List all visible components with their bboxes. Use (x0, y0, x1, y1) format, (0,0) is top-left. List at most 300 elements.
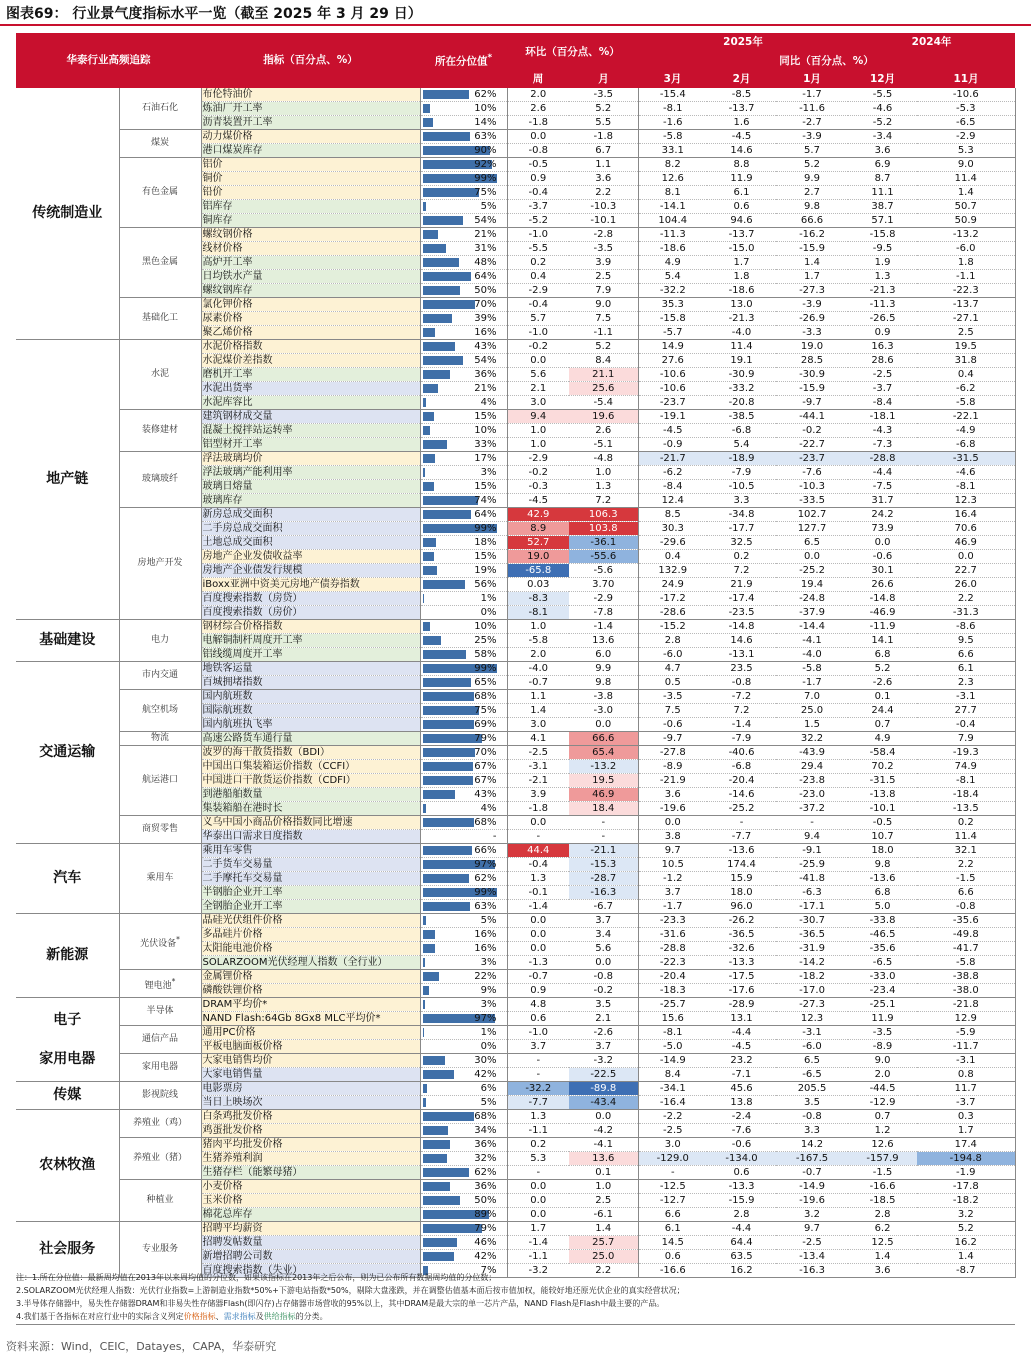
value-d12: 4.9 (848, 732, 917, 746)
value-d11: -13.5 (917, 802, 1015, 816)
value-m: 7.9 (569, 284, 638, 298)
value-c1: -30.7 (776, 914, 848, 928)
value-m: 2.6 (569, 424, 638, 438)
value-d11: 31.8 (917, 354, 1015, 368)
value-d11: 0.3 (917, 1110, 1015, 1124)
header-m2: 2月 (707, 71, 776, 88)
value-d11: -31.3 (917, 606, 1015, 620)
value-w: - (507, 830, 569, 844)
indicator-name: 螺纹钢库存 (201, 284, 420, 298)
value-w: 0.4 (507, 270, 569, 284)
percentile-bar (423, 104, 431, 113)
value-d11: 11.4 (917, 830, 1015, 844)
indicator-name: 生猪养殖利润 (201, 1152, 420, 1166)
category-label: 汽车 (16, 844, 119, 914)
value-c2: -40.6 (707, 746, 776, 760)
percentile-bar (423, 1140, 450, 1149)
value-d12: -13.6 (848, 872, 917, 886)
value-d11: 50.7 (917, 200, 1015, 214)
subsector-label: 半导体 (119, 998, 201, 1026)
indicator-name: 玻璃库存 (201, 494, 420, 508)
subsector-label: 养殖业（鸡） (119, 1110, 201, 1138)
value-c2: -17.7 (707, 522, 776, 536)
value-d11: -8.6 (917, 620, 1015, 634)
value-d11: 16.2 (917, 1236, 1015, 1250)
value-d12: 1.2 (848, 1124, 917, 1138)
indicator-name: 铝价 (201, 158, 420, 172)
value-w: -0.4 (507, 858, 569, 872)
value-d11: -1.9 (917, 1166, 1015, 1180)
header-m12: 12月 (848, 71, 917, 88)
value-m: -3.5 (569, 242, 638, 256)
value-d12: -0.5 (848, 816, 917, 830)
value-w: -1.0 (507, 1026, 569, 1040)
value-d11: 70.6 (917, 522, 1015, 536)
subsector-label: 市内交通 (119, 662, 201, 690)
indicator-name: 沥青装置开工率 (201, 116, 420, 130)
indicator-name: 水泥库容比 (201, 396, 420, 410)
value-c3: 0.5 (638, 676, 707, 690)
value-c3: -15.8 (638, 312, 707, 326)
value-w: - (507, 1068, 569, 1082)
percentile-cell: 5% (420, 1096, 507, 1110)
value-d11: -13.7 (917, 298, 1015, 312)
subsector-label: 乘用车 (119, 844, 201, 914)
value-w: 1.0 (507, 620, 569, 634)
percentile-cell: 89% (420, 1208, 507, 1222)
percentile-bar (423, 300, 476, 309)
indicator-name: 义乌中国小商品价格指数同比增速 (201, 816, 420, 830)
value-c3: -16.4 (638, 1096, 707, 1110)
value-w: -2.5 (507, 746, 569, 760)
indicator-name: 铝库存 (201, 200, 420, 214)
percentile-cell: 22% (420, 970, 507, 984)
value-c3: 6.6 (638, 1208, 707, 1222)
percentile-cell: 75% (420, 704, 507, 718)
value-c3: 104.4 (638, 214, 707, 228)
value-m: -5.6 (569, 564, 638, 578)
percentile-cell: 70% (420, 746, 507, 760)
percentile-bar (423, 1154, 447, 1163)
table-row (16, 340, 1015, 354)
value-c1: -27.3 (776, 284, 848, 298)
value-d12: -15.8 (848, 228, 917, 242)
indicator-name: 动力煤价格 (201, 130, 420, 144)
percentile-cell: 0% (420, 1040, 507, 1054)
percentile-bar (423, 272, 471, 281)
value-c1: -7.6 (776, 466, 848, 480)
value-m: -4.8 (569, 452, 638, 466)
percentile-cell: 50% (420, 1194, 507, 1208)
value-d11: -6.5 (917, 116, 1015, 130)
value-c3: 9.7 (638, 844, 707, 858)
value-c2: -26.2 (707, 914, 776, 928)
value-c3: 33.1 (638, 144, 707, 158)
indicator-name: 高速公路货车通行量 (201, 732, 420, 746)
value-d12: 31.7 (848, 494, 917, 508)
value-w: -0.2 (507, 466, 569, 480)
header-m11: 11月 (917, 71, 1015, 88)
value-d11: 0.4 (917, 368, 1015, 382)
percentile-cell: 34% (420, 1124, 507, 1138)
value-c3: -28.8 (638, 942, 707, 956)
table-row (16, 620, 1015, 634)
header-m1: 1月 (776, 71, 848, 88)
value-c3: -5.0 (638, 1040, 707, 1054)
value-c2: -20.4 (707, 774, 776, 788)
value-d12: 0.0 (848, 536, 917, 550)
percentile-cell: 69% (420, 718, 507, 732)
percentile-bar (423, 804, 426, 813)
value-c3: 24.9 (638, 578, 707, 592)
category-label: 新能源 (16, 914, 119, 998)
value-m: 3.7 (569, 914, 638, 928)
percentile-bar (423, 1028, 424, 1037)
subsector-label: 水泥 (119, 340, 201, 410)
value-c2: 1.8 (707, 270, 776, 284)
value-c3: 2.8 (638, 634, 707, 648)
value-c2: -10.5 (707, 480, 776, 494)
title-rule (0, 24, 1031, 26)
value-d12: -3.4 (848, 130, 917, 144)
percentile-bar (423, 1196, 461, 1205)
value-c2: -7.2 (707, 690, 776, 704)
percentile-cell: 65% (420, 676, 507, 690)
percentile-cell: 4% (420, 396, 507, 410)
value-m: -4.2 (569, 1124, 638, 1138)
value-c3: -19.6 (638, 802, 707, 816)
value-c2: -134.0 (707, 1152, 776, 1166)
value-w: -1.4 (507, 900, 569, 914)
percentile-cell: 1% (420, 1026, 507, 1040)
percentile-cell: 99% (420, 172, 507, 186)
table-row (16, 1082, 1015, 1096)
value-w: -2.9 (507, 452, 569, 466)
value-c1: 9.8 (776, 200, 848, 214)
value-m: - (569, 816, 638, 830)
value-m: 1.0 (569, 466, 638, 480)
value-c1: 28.5 (776, 354, 848, 368)
value-d12: -14.8 (848, 592, 917, 606)
value-c2: 94.6 (707, 214, 776, 228)
value-m: -2.9 (569, 592, 638, 606)
value-d11: -19.3 (917, 746, 1015, 760)
value-d11: -49.8 (917, 928, 1015, 942)
value-w: -5.2 (507, 214, 569, 228)
subsector-label: 黑色金属 (119, 228, 201, 298)
value-m: -3.2 (569, 1054, 638, 1068)
value-c1: -23.8 (776, 774, 848, 788)
value-m: 3.6 (569, 172, 638, 186)
indicator-name: 鸡蛋批发价格 (201, 1124, 420, 1138)
value-d11: 11.7 (917, 1082, 1015, 1096)
value-m: 0.0 (569, 1110, 638, 1124)
value-d11: 2.5 (917, 326, 1015, 340)
value-d12: -28.8 (848, 452, 917, 466)
value-m: 25.0 (569, 1250, 638, 1264)
value-d12: -44.5 (848, 1082, 917, 1096)
subsector-label: 电力 (119, 620, 201, 662)
percentile-bar (423, 468, 425, 477)
percentile-cell: 74% (420, 494, 507, 508)
footnotes (16, 1271, 1015, 1325)
indicator-name: 磨机开工率 (201, 368, 420, 382)
value-d11: -5.3 (917, 102, 1015, 116)
value-c2: 7.2 (707, 704, 776, 718)
value-c1: 9.9 (776, 172, 848, 186)
table-row (16, 1054, 1015, 1068)
percentile-cell: 21% (420, 228, 507, 242)
percentile-bar (423, 944, 435, 953)
percentile-cell: 67% (420, 774, 507, 788)
percentile-cell: 30% (420, 1054, 507, 1068)
value-c2: 21.9 (707, 578, 776, 592)
value-m: 25.6 (569, 382, 638, 396)
percentile-bar (423, 384, 439, 393)
value-w: 4.8 (507, 998, 569, 1012)
value-d12: -1.5 (848, 1166, 917, 1180)
value-c3: -5.7 (638, 326, 707, 340)
value-c1: 3.3 (776, 1124, 848, 1138)
percentile-bar (423, 188, 479, 197)
percentile-bar (423, 1098, 427, 1107)
value-c2: -4.4 (707, 1222, 776, 1236)
percentile-cell: 97% (420, 858, 507, 872)
value-d12: 6.8 (848, 886, 917, 900)
value-d12: -46.5 (848, 928, 917, 942)
value-m: -4.1 (569, 1138, 638, 1152)
indicator-name: 生猪存栏（能繁母猪） (201, 1166, 420, 1180)
note-4: 4.我们基于各指标在对应行业中的实际含义列定价格指标、需求指标及供给指标的分类。 (16, 1312, 328, 1321)
percentile-bar (423, 538, 437, 547)
value-c2: 2.8 (707, 1208, 776, 1222)
value-c2: -33.2 (707, 382, 776, 396)
indicator-name: 金属锂价格 (201, 970, 420, 984)
value-d11: 9.5 (917, 634, 1015, 648)
subsector-label: 通信产品 (119, 1026, 201, 1054)
indicator-name: 铜价 (201, 172, 420, 186)
subsector-label: 玻璃玻纤 (119, 452, 201, 508)
indicator-name: 大家电销售量 (201, 1068, 420, 1082)
value-w: -1.8 (507, 116, 569, 130)
value-d11: 17.4 (917, 1138, 1015, 1152)
value-c3: 10.5 (638, 858, 707, 872)
percentile-cell: 62% (420, 88, 507, 102)
percentile-bar (423, 678, 472, 687)
table-row (16, 1026, 1015, 1040)
value-c1: -3.9 (776, 130, 848, 144)
value-d11: -8.1 (917, 480, 1015, 494)
value-d12: -4.3 (848, 424, 917, 438)
value-d11: -6.8 (917, 438, 1015, 452)
value-w: -65.8 (507, 564, 569, 578)
value-c3: -25.7 (638, 998, 707, 1012)
value-d11: 32.1 (917, 844, 1015, 858)
value-d12: 0.7 (848, 1110, 917, 1124)
percentile-bar (423, 692, 474, 701)
indicator-name: 线材价格 (201, 242, 420, 256)
value-c2: -13.7 (707, 228, 776, 242)
percentile-bar (423, 1168, 470, 1177)
indicator-name: 百度搜索指数（房贷） (201, 592, 420, 606)
value-c1: -17.1 (776, 900, 848, 914)
value-d11: -38.0 (917, 984, 1015, 998)
indicator-name: 国际航班数 (201, 704, 420, 718)
value-c1: -11.6 (776, 102, 848, 116)
indicator-name: 波罗的海干散货指数（BDI） (201, 746, 420, 760)
value-w: -3.2 (507, 1264, 569, 1278)
value-w: -0.8 (507, 144, 569, 158)
indicator-name: 猪肉平均批发价格 (201, 1138, 420, 1152)
indicator-name: 平板电脑面板价格 (201, 1040, 420, 1054)
value-c2: 32.5 (707, 536, 776, 550)
value-d11: -3.1 (917, 1054, 1015, 1068)
indicator-name: 浮法玻璃产能利用率 (201, 466, 420, 480)
value-w: -1.8 (507, 802, 569, 816)
value-c1: 9.7 (776, 1222, 848, 1236)
indicator-name: 中国出口集装箱运价指数（CCFI） (201, 760, 420, 774)
value-d12: -33.8 (848, 914, 917, 928)
value-d11: -4.9 (917, 424, 1015, 438)
value-c3: -0.9 (638, 438, 707, 452)
value-c2: -30.9 (707, 368, 776, 382)
header-indicator: 指标（百分点、%） (201, 33, 420, 88)
value-d12: -26.5 (848, 312, 917, 326)
value-d12: -21.3 (848, 284, 917, 298)
value-d12: -8.4 (848, 396, 917, 410)
value-c1: -6.3 (776, 886, 848, 900)
header-week: 周 (507, 71, 569, 88)
value-m: 5.5 (569, 116, 638, 130)
value-w: 0.0 (507, 1208, 569, 1222)
percentile-bar (423, 552, 434, 561)
value-d12: -4.6 (848, 102, 917, 116)
note-3: 3.半导体存储器中，易失性存储器DRAM和非易失性存储器Flash(即闪存)占存储器市场营收的95%以上，其中DRAM是最大宗的单一芯片产品，NAND Flash是Flash中最主要的产品。 (16, 1299, 665, 1308)
value-c3: -14.1 (638, 200, 707, 214)
value-d12: 3.6 (848, 144, 917, 158)
note-1: 注：1.所在分位值：最新周均值在2013年以来周均值的分位数，如果该指标在2013年之后公布，则为已公布所有数据周均值的分位数； (16, 1273, 497, 1282)
value-m: -1.1 (569, 326, 638, 340)
value-m: -1.8 (569, 130, 638, 144)
percentile-bar (423, 874, 470, 883)
value-m: 0.0 (569, 718, 638, 732)
percentile-cell: 99% (420, 662, 507, 676)
value-c3: 14.5 (638, 1236, 707, 1250)
value-c2: -14.8 (707, 620, 776, 634)
table-row (16, 1222, 1015, 1236)
value-d12: -35.6 (848, 942, 917, 956)
value-c1: -1.7 (776, 676, 848, 690)
indicator-name: 水泥煤价差指数 (201, 354, 420, 368)
value-c3: 4.9 (638, 256, 707, 270)
value-m: 3.7 (569, 1040, 638, 1054)
subsector-label: 商贸零售 (119, 816, 201, 844)
value-c3: -27.8 (638, 746, 707, 760)
value-c1: 1.7 (776, 270, 848, 284)
value-w: -8.1 (507, 606, 569, 620)
value-c1: -37.2 (776, 802, 848, 816)
value-c1: -4.1 (776, 634, 848, 648)
table-row (16, 970, 1015, 984)
value-c1: -33.5 (776, 494, 848, 508)
value-d12: 6.2 (848, 1222, 917, 1236)
value-c1: 102.7 (776, 508, 848, 522)
percentile-cell: 9% (420, 984, 507, 998)
percentile-cell: 17% (420, 452, 507, 466)
percentile-bar (423, 650, 467, 659)
value-d11: -8.7 (917, 1264, 1015, 1278)
subsector-label: 煤炭 (119, 130, 201, 158)
value-m: 5.6 (569, 942, 638, 956)
value-w: 1.3 (507, 872, 569, 886)
value-c1: -9.1 (776, 844, 848, 858)
percentile-cell: 16% (420, 942, 507, 956)
table-row (16, 452, 1015, 466)
value-c3: 8.4 (638, 1068, 707, 1082)
indicator-name: NAND Flash:64Gb 8Gx8 MLC平均价* (201, 1012, 420, 1026)
percentile-cell: 97% (420, 1012, 507, 1026)
value-d11: 0.0 (917, 550, 1015, 564)
value-w: 52.7 (507, 536, 569, 550)
indicator-name: 房地产企业债发行规模 (201, 564, 420, 578)
value-c3: -14.9 (638, 1054, 707, 1068)
indicator-name: 混凝土搅拌站运转率 (201, 424, 420, 438)
value-m: -5.1 (569, 438, 638, 452)
value-c3: 12.4 (638, 494, 707, 508)
value-c2: -25.2 (707, 802, 776, 816)
value-c3: -1.2 (638, 872, 707, 886)
percentile-bar (423, 972, 440, 981)
value-m: 1.1 (569, 158, 638, 172)
value-c2: -14.6 (707, 788, 776, 802)
value-w: 0.0 (507, 1180, 569, 1194)
value-c2: 23.5 (707, 662, 776, 676)
value-m: 5.2 (569, 102, 638, 116)
percentile-cell: 3% (420, 956, 507, 970)
value-d11: 50.9 (917, 214, 1015, 228)
value-d11: -3.7 (917, 1096, 1015, 1110)
value-c1: -25.2 (776, 564, 848, 578)
value-c3: -2.5 (638, 1124, 707, 1138)
percentile-cell: 92% (420, 158, 507, 172)
indicator-name: 大家电销售均价 (201, 1054, 420, 1068)
indicator-name: 日均铁水产量 (201, 270, 420, 284)
value-c2: -7.1 (707, 1068, 776, 1082)
value-c1: -22.7 (776, 438, 848, 452)
value-w: 42.9 (507, 508, 569, 522)
value-d12: 26.6 (848, 578, 917, 592)
value-c2: -6.8 (707, 760, 776, 774)
value-c2: 11.9 (707, 172, 776, 186)
percentile-cell: 16% (420, 326, 507, 340)
percentile-bar (423, 916, 427, 925)
percentile-cell: 62% (420, 1166, 507, 1180)
indicator-name: 建筑钢材成交量 (201, 410, 420, 424)
indicator-name: SOLARZOOM光伏经理人指数（全行业） (201, 956, 420, 970)
indicator-name: 钢材综合价格指数 (201, 620, 420, 634)
table-row (16, 228, 1015, 242)
value-c3: -22.3 (638, 956, 707, 970)
value-d12: 9.0 (848, 1054, 917, 1068)
value-d12: -3.7 (848, 382, 917, 396)
value-d12: -33.0 (848, 970, 917, 984)
percentile-cell: 66% (420, 844, 507, 858)
value-c3: 3.8 (638, 830, 707, 844)
value-c2: 0.6 (707, 1166, 776, 1180)
percentile-bar (423, 1056, 446, 1065)
percentile-bar (423, 328, 435, 337)
category-label: 交通运输 (16, 662, 119, 844)
